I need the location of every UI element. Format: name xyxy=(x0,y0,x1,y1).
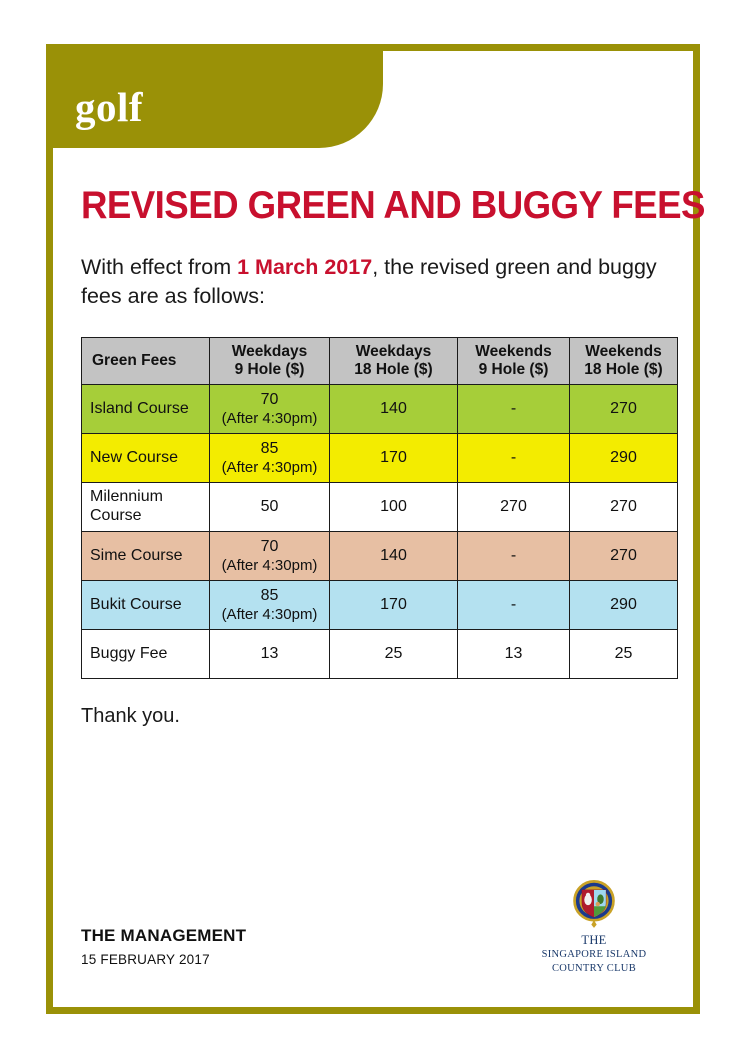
table-row xyxy=(82,384,678,433)
intro-text-after: , the revised green and buggy fees are as follows: xyxy=(81,254,657,308)
table-row xyxy=(82,531,678,580)
row-label-buggy-fee: Buggy Fee xyxy=(82,629,210,678)
column-header-line1: Weekends xyxy=(475,342,552,360)
cell-island-weekend-9: - xyxy=(458,384,570,433)
cell-milennium-weekend-18: 270 xyxy=(570,482,678,531)
cell-bukit-weekend-9: - xyxy=(458,580,570,629)
column-header-line2: 9 Hole ($) xyxy=(478,360,549,378)
column-header-line2: 18 Hole ($) xyxy=(584,360,663,378)
row-label-milennium-course: Milennium Course xyxy=(82,482,210,531)
brand-title: golf xyxy=(75,84,144,130)
column-header-line1: Weekends xyxy=(585,342,662,360)
club-name-text xyxy=(529,930,659,975)
cell-value: 85 xyxy=(260,586,279,604)
cell-buggy-weekday-18: 25 xyxy=(330,629,458,678)
cell-note: (After 4:30pm) xyxy=(221,458,318,476)
footer-signoff-block xyxy=(81,926,246,967)
cell-note: (After 4:30pm) xyxy=(221,409,318,427)
cell-sime-weekend-18: 270 xyxy=(570,531,678,580)
cell-note: (After 4:30pm) xyxy=(221,605,318,623)
golf-header-band xyxy=(53,51,383,148)
signoff-date: 15 FEBRUARY 2017 xyxy=(81,952,210,967)
cell-note: (After 4:30pm) xyxy=(221,556,318,574)
cell-island-weekday-18: 140 xyxy=(330,384,458,433)
column-header-line1: Weekdays xyxy=(355,342,432,360)
cell-new-weekday-9 xyxy=(210,433,330,482)
cell-sime-weekday-9 xyxy=(210,531,330,580)
page-footer xyxy=(81,877,665,981)
column-header-weekdays-9-hole xyxy=(210,337,330,384)
cell-island-weekday-9 xyxy=(210,384,330,433)
cell-buggy-weekend-9: 13 xyxy=(458,629,570,678)
intro-paragraph xyxy=(81,227,665,311)
row-label-bukit-course: Bukit Course xyxy=(82,580,210,629)
column-header-green-fees: Green Fees xyxy=(82,337,210,384)
cell-milennium-weekend-9: 270 xyxy=(458,482,570,531)
column-header-line1: Weekdays xyxy=(231,342,308,360)
table-header-row xyxy=(82,337,678,384)
page-title: REVISED GREEN AND BUGGY FEES xyxy=(81,184,705,227)
cell-new-weekend-18: 290 xyxy=(570,433,678,482)
notice-page-frame xyxy=(46,44,705,1014)
cell-bukit-weekday-9 xyxy=(210,580,330,629)
cell-milennium-weekday-9: 50 xyxy=(210,482,330,531)
club-crest-icon xyxy=(567,876,621,930)
table-header xyxy=(82,337,678,384)
cell-new-weekday-18: 170 xyxy=(330,433,458,482)
cell-buggy-weekend-18: 25 xyxy=(570,629,678,678)
table-row xyxy=(82,433,678,482)
table-body xyxy=(82,384,678,678)
cell-value: 70 xyxy=(260,390,279,408)
row-label-island-course: Island Course xyxy=(82,384,210,433)
table-row xyxy=(82,482,678,531)
club-name-line-1: THE xyxy=(581,933,607,948)
column-header-weekends-18-hole xyxy=(570,337,678,384)
column-header-line2: 18 Hole ($) xyxy=(354,360,433,378)
cell-bukit-weekday-18: 170 xyxy=(330,580,458,629)
intro-text-before: With effect from xyxy=(81,254,238,279)
table-row xyxy=(82,629,678,678)
club-logo xyxy=(529,876,659,975)
cell-value: 70 xyxy=(260,537,279,555)
column-header-weekdays-18-hole xyxy=(330,337,458,384)
cell-buggy-weekday-9: 13 xyxy=(210,629,330,678)
row-label-new-course: New Course xyxy=(82,433,210,482)
green-and-buggy-fees-table xyxy=(81,337,678,679)
column-header-weekends-9-hole xyxy=(458,337,570,384)
cell-milennium-weekday-18: 100 xyxy=(330,482,458,531)
table-row xyxy=(82,580,678,629)
cell-sime-weekday-18: 140 xyxy=(330,531,458,580)
cell-island-weekend-18: 270 xyxy=(570,384,678,433)
cell-sime-weekend-9: - xyxy=(458,531,570,580)
cell-bukit-weekend-18: 290 xyxy=(570,580,678,629)
column-header-line2: 9 Hole ($) xyxy=(234,360,305,378)
cell-value: 85 xyxy=(260,439,279,457)
cell-new-weekend-9: - xyxy=(458,433,570,482)
signoff-label: THE MANAGEMENT xyxy=(81,926,247,945)
club-name-line-3: COUNTRY CLUB xyxy=(551,962,636,974)
fees-table-container xyxy=(81,311,665,679)
row-label-sime-course: Sime Course xyxy=(82,531,210,580)
thanks-text: Thank you. xyxy=(81,704,180,727)
effective-date-highlight: 1 March 2017 xyxy=(237,254,373,279)
club-name-line-2: SINGAPORE ISLAND xyxy=(541,949,647,961)
